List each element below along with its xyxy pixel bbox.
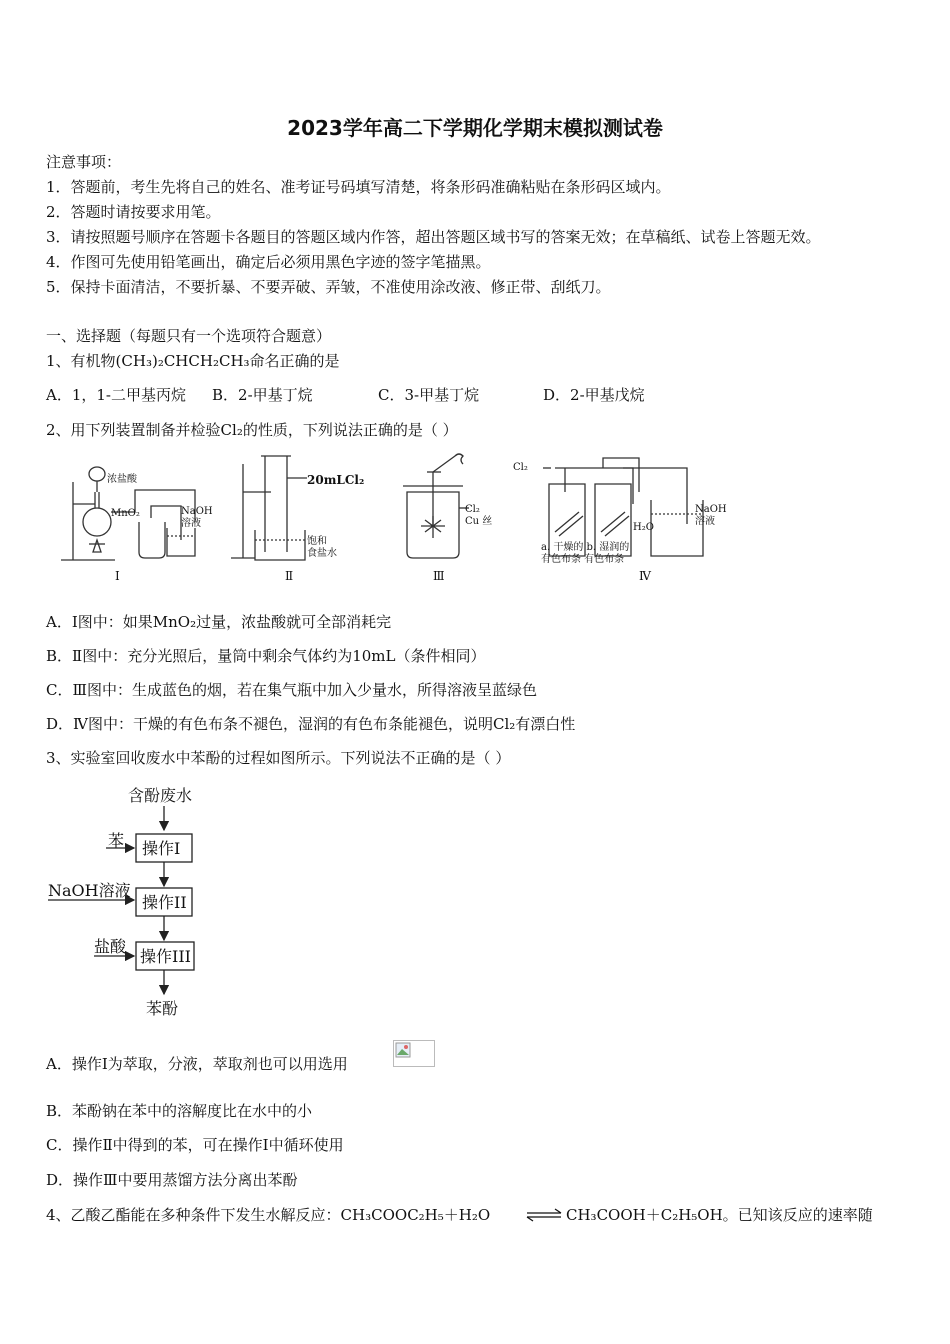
reagent-naoh: NaOH溶液 — [48, 881, 131, 900]
q3-stem: 3、实验室回收废水中苯酚的过程如图所示。下列说法不正确的是（ ） — [46, 749, 511, 767]
apparatus-figure — [55, 452, 755, 592]
label-cylinder: 20mLCl₂ — [307, 473, 365, 487]
numeral-2: Ⅱ — [285, 569, 294, 583]
broken-image-icon — [393, 1040, 435, 1067]
q4-stem-part2: CH₃COOH＋C₂H₅OH。已知该反应的速率随 — [566, 1206, 873, 1224]
reagent-hcl: 盐酸 — [94, 937, 127, 956]
q1-option-c: C．3-甲基丁烷 — [378, 386, 480, 404]
numeral-1: Ⅰ — [115, 569, 120, 583]
page-title: 2023学年高二下学期化学期末模拟测试卷 — [287, 116, 663, 140]
q1-option-d: D．2-甲基戊烷 — [543, 386, 645, 404]
equilibrium-arrow-icon — [526, 1208, 562, 1222]
label-dry-2: 有色布条 有色布条 — [541, 554, 625, 565]
label-brine-1: 饱和 — [307, 536, 327, 547]
flow-start: 含酚废水 — [128, 786, 193, 805]
label-cl2-3: Cl₂ — [465, 504, 480, 515]
q2-option-b: B．Ⅱ图中：充分光照后，量筒中剩余气体约为10mL（条件相同） — [46, 647, 486, 665]
q2-stem: 2、用下列装置制备并检验Cl₂的性质，下列说法正确的是（ ） — [46, 421, 458, 439]
step-2: 操作II — [142, 893, 187, 912]
q3-option-d: D．操作Ⅲ中要用蒸馏方法分离出苯酚 — [46, 1171, 298, 1189]
q2-option-c: C．Ⅲ图中：生成蓝色的烟，若在集气瓶中加入少量水，所得溶液呈蓝绿色 — [46, 681, 537, 699]
notice-heading: 注意事项： — [46, 153, 122, 171]
label-dry-1: a. 干燥的 b. 湿润的 — [541, 542, 630, 553]
q3-option-a: A．操作Ⅰ为萃取，分液，萃取剂也可以用选用 — [46, 1055, 348, 1073]
flow-chart — [44, 780, 264, 1020]
label-naoh-1b: 溶液 — [181, 518, 201, 529]
q4-stem-part1: 4、乙酸乙酯能在多种条件下发生水解反应：CH₃COOC₂H₅＋H₂O — [46, 1206, 491, 1224]
label-conc-hcl: 浓盐酸 — [107, 474, 137, 485]
step-1: 操作I — [142, 839, 181, 858]
q1-option-b: B．2-甲基丁烷 — [212, 386, 313, 404]
notice-item: 1．答题前，考生先将自己的姓名、准考证号码填写清楚，将条形码准确粘贴在条形码区域内。 — [46, 178, 671, 196]
q2-option-d: D．Ⅳ图中：干燥的有色布条不褪色，湿润的有色布条能褪色，说明Cl₂有漂白性 — [46, 715, 576, 733]
notice-item: 5．保持卡面清洁，不要折暴、不要弄破、弄皱，不准使用涂改液、修正带、刮纸刀。 — [46, 278, 611, 296]
flow-end: 苯酚 — [146, 999, 179, 1018]
numeral-4: Ⅳ — [639, 569, 651, 583]
q1-option-a: A．1，1-二甲基丙烷 — [46, 386, 186, 404]
q2-option-a: A．Ⅰ图中：如果MnO₂过量，浓盐酸就可全部消耗完 — [46, 613, 392, 631]
notice-item: 4．作图可先使用铅笔画出，确定后必须用黑色字迹的签字笔描黑。 — [46, 253, 491, 271]
label-mno2: MnO₂ — [111, 508, 140, 519]
reagent-benzene: 苯 — [108, 831, 125, 850]
label-h2o: H₂O — [633, 522, 654, 533]
q1-stem: 1、有机物(CH₃)₂CHCH₂CH₃命名正确的是 — [46, 352, 340, 370]
label-naoh-1: NaOH — [181, 506, 213, 517]
label-naoh-4: NaOH — [695, 504, 727, 515]
numeral-3: Ⅲ — [433, 569, 445, 583]
label-cl2-in: Cl₂ — [513, 462, 528, 473]
notice-item: 3．请按照题号顺序在答题卡各题目的答题区域内作答，超出答题区域书写的答案无效；在草稿纸、试卷上答题无效。 — [46, 228, 821, 246]
notice-item: 2．答题时请按要求用笔。 — [46, 203, 221, 221]
q3-option-c: C．操作Ⅱ中得到的苯，可在操作Ⅰ中循环使用 — [46, 1136, 344, 1154]
label-naoh-4b: 溶液 — [695, 516, 715, 527]
label-brine-2: 食盐水 — [307, 548, 337, 559]
q3-option-b: B．苯酚钠在苯中的溶解度比在水中的小 — [46, 1102, 313, 1120]
step-3: 操作III — [140, 947, 191, 966]
section-heading: 一、选择题（每题只有一个选项符合题意） — [46, 327, 332, 345]
label-cu-3: Cu 丝 — [465, 516, 493, 527]
